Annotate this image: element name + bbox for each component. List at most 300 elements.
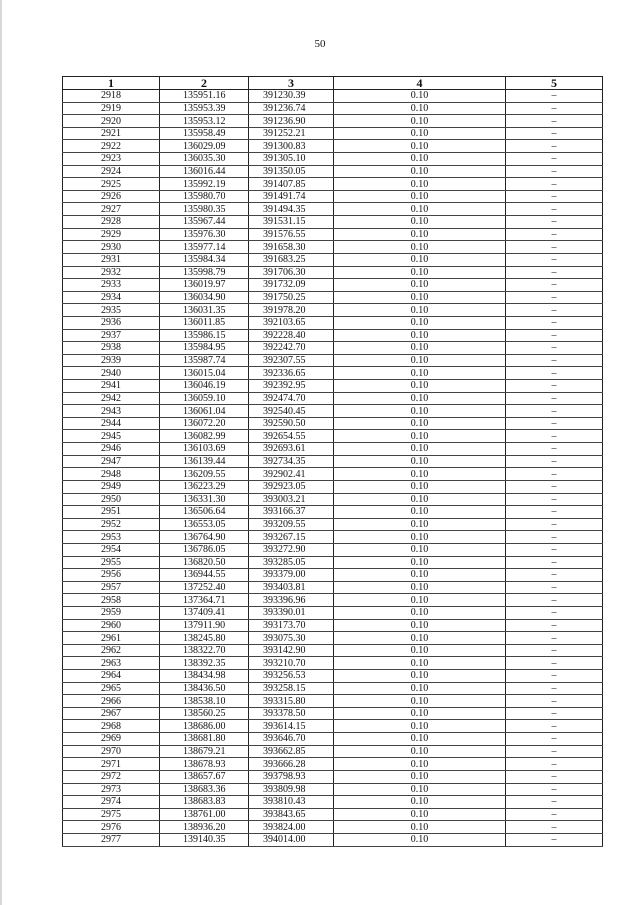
accuracy-value-cell: 0.10	[334, 682, 506, 695]
x-coordinate-cell: 135953.39	[160, 102, 249, 115]
table-row	[63, 682, 603, 695]
y-coordinate-cell: 392693.61	[249, 443, 334, 456]
accuracy-value-cell: 0.10	[334, 480, 506, 493]
table-row	[63, 644, 603, 657]
y-coordinate-cell: 393843.65	[249, 808, 334, 821]
accuracy-value-cell: 0.10	[334, 745, 506, 758]
table-row	[63, 518, 603, 531]
y-coordinate-cell: 393378.50	[249, 707, 334, 720]
note-value-cell: –	[506, 316, 603, 329]
note-value-cell: –	[506, 581, 603, 594]
x-coordinate-cell: 135953.12	[160, 115, 249, 128]
note-value-cell: –	[506, 405, 603, 418]
x-coordinate-cell: 135980.35	[160, 203, 249, 216]
point-number-cell: 2940	[63, 367, 160, 380]
y-coordinate-cell: 392336.65	[249, 367, 334, 380]
point-number-cell: 2920	[63, 115, 160, 128]
x-coordinate-cell: 136035.30	[160, 153, 249, 166]
x-coordinate-cell: 137409.41	[160, 606, 249, 619]
table-row	[63, 480, 603, 493]
accuracy-value-cell: 0.10	[334, 115, 506, 128]
table-row	[63, 720, 603, 733]
point-number-cell: 2937	[63, 329, 160, 342]
accuracy-value-cell: 0.10	[334, 316, 506, 329]
accuracy-value-cell: 0.10	[334, 253, 506, 266]
x-coordinate-cell: 138679.21	[160, 745, 249, 758]
table-row	[63, 178, 603, 191]
accuracy-value-cell: 0.10	[334, 329, 506, 342]
y-coordinate-cell: 391706.30	[249, 266, 334, 279]
accuracy-value-cell: 0.10	[334, 531, 506, 544]
y-coordinate-cell: 391978.20	[249, 304, 334, 317]
x-coordinate-cell: 138686.00	[160, 720, 249, 733]
note-value-cell: –	[506, 367, 603, 380]
point-number-cell: 2943	[63, 405, 160, 418]
point-number-cell: 2925	[63, 178, 160, 191]
accuracy-value-cell: 0.10	[334, 468, 506, 481]
note-value-cell: –	[506, 165, 603, 178]
y-coordinate-cell: 391658.30	[249, 241, 334, 254]
y-coordinate-cell: 393267.15	[249, 531, 334, 544]
accuracy-value-cell: 0.10	[334, 392, 506, 405]
note-value-cell: –	[506, 796, 603, 809]
note-value-cell: –	[506, 745, 603, 758]
note-value-cell: –	[506, 770, 603, 783]
x-coordinate-cell: 135977.14	[160, 241, 249, 254]
y-coordinate-cell: 391531.15	[249, 216, 334, 229]
y-coordinate-cell: 393142.90	[249, 644, 334, 657]
accuracy-value-cell: 0.10	[334, 127, 506, 140]
accuracy-value-cell: 0.10	[334, 241, 506, 254]
note-value-cell: –	[506, 644, 603, 657]
x-coordinate-cell: 135998.79	[160, 266, 249, 279]
point-number-cell: 2957	[63, 581, 160, 594]
point-number-cell: 2928	[63, 216, 160, 229]
table-row	[63, 417, 603, 430]
x-coordinate-cell: 137252.40	[160, 581, 249, 594]
column-header-3: 3	[249, 77, 334, 90]
table-row	[63, 758, 603, 771]
accuracy-value-cell: 0.10	[334, 405, 506, 418]
coordinates-table	[62, 76, 603, 847]
note-value-cell: –	[506, 392, 603, 405]
accuracy-value-cell: 0.10	[334, 279, 506, 292]
table-row	[63, 165, 603, 178]
table-body	[63, 90, 603, 847]
y-coordinate-cell: 391732.09	[249, 279, 334, 292]
point-number-cell: 2936	[63, 316, 160, 329]
x-coordinate-cell: 138392.35	[160, 657, 249, 670]
x-coordinate-cell: 136506.64	[160, 506, 249, 519]
x-coordinate-cell: 135980.70	[160, 190, 249, 203]
accuracy-value-cell: 0.10	[334, 90, 506, 103]
y-coordinate-cell: 393798.93	[249, 770, 334, 783]
table-row	[63, 556, 603, 569]
x-coordinate-cell: 138683.83	[160, 796, 249, 809]
x-coordinate-cell: 136046.19	[160, 380, 249, 393]
y-coordinate-cell: 393166.37	[249, 506, 334, 519]
accuracy-value-cell: 0.10	[334, 380, 506, 393]
note-value-cell: –	[506, 606, 603, 619]
x-coordinate-cell: 137364.71	[160, 594, 249, 607]
accuracy-value-cell: 0.10	[334, 102, 506, 115]
table-row	[63, 279, 603, 292]
point-number-cell: 2965	[63, 682, 160, 695]
x-coordinate-cell: 135987.74	[160, 354, 249, 367]
y-coordinate-cell: 393173.70	[249, 619, 334, 632]
point-number-cell: 2975	[63, 808, 160, 821]
y-coordinate-cell: 393258.15	[249, 682, 334, 695]
note-value-cell: –	[506, 720, 603, 733]
point-number-cell: 2929	[63, 228, 160, 241]
x-coordinate-cell: 136011.85	[160, 316, 249, 329]
table-row	[63, 241, 603, 254]
y-coordinate-cell: 392242.70	[249, 342, 334, 355]
point-number-cell: 2949	[63, 480, 160, 493]
y-coordinate-cell: 393646.70	[249, 733, 334, 746]
column-header-5: 5	[506, 77, 603, 90]
accuracy-value-cell: 0.10	[334, 228, 506, 241]
y-coordinate-cell: 394014.00	[249, 833, 334, 846]
x-coordinate-cell: 138436.50	[160, 682, 249, 695]
point-number-cell: 2922	[63, 140, 160, 153]
note-value-cell: –	[506, 531, 603, 544]
x-coordinate-cell: 136331.30	[160, 493, 249, 506]
x-coordinate-cell: 135986.15	[160, 329, 249, 342]
table-row	[63, 531, 603, 544]
point-number-cell: 2977	[63, 833, 160, 846]
note-value-cell: –	[506, 506, 603, 519]
note-value-cell: –	[506, 90, 603, 103]
y-coordinate-cell: 393285.05	[249, 556, 334, 569]
x-coordinate-cell: 136209.55	[160, 468, 249, 481]
point-number-cell: 2953	[63, 531, 160, 544]
accuracy-value-cell: 0.10	[334, 203, 506, 216]
accuracy-value-cell: 0.10	[334, 569, 506, 582]
note-value-cell: –	[506, 279, 603, 292]
x-coordinate-cell: 138538.10	[160, 695, 249, 708]
accuracy-value-cell: 0.10	[334, 430, 506, 443]
note-value-cell: –	[506, 102, 603, 115]
note-value-cell: –	[506, 695, 603, 708]
y-coordinate-cell: 392923.05	[249, 480, 334, 493]
note-value-cell: –	[506, 241, 603, 254]
y-coordinate-cell: 393403.81	[249, 581, 334, 594]
point-number-cell: 2935	[63, 304, 160, 317]
table-row	[63, 316, 603, 329]
table-row	[63, 670, 603, 683]
x-coordinate-cell: 136553.05	[160, 518, 249, 531]
point-number-cell: 2948	[63, 468, 160, 481]
x-coordinate-cell: 136016.44	[160, 165, 249, 178]
y-coordinate-cell: 393209.55	[249, 518, 334, 531]
note-value-cell: –	[506, 417, 603, 430]
table-header	[63, 77, 603, 90]
point-number-cell: 2926	[63, 190, 160, 203]
note-value-cell: –	[506, 140, 603, 153]
point-number-cell: 2972	[63, 770, 160, 783]
point-number-cell: 2918	[63, 90, 160, 103]
y-coordinate-cell: 393396.96	[249, 594, 334, 607]
point-number-cell: 2970	[63, 745, 160, 758]
x-coordinate-cell: 136061.04	[160, 405, 249, 418]
x-coordinate-cell: 138434.98	[160, 670, 249, 683]
x-coordinate-cell: 138322.70	[160, 644, 249, 657]
note-value-cell: –	[506, 808, 603, 821]
point-number-cell: 2967	[63, 707, 160, 720]
accuracy-value-cell: 0.10	[334, 556, 506, 569]
point-number-cell: 2945	[63, 430, 160, 443]
accuracy-value-cell: 0.10	[334, 153, 506, 166]
table-row	[63, 304, 603, 317]
x-coordinate-cell: 136764.90	[160, 531, 249, 544]
table-row	[63, 455, 603, 468]
point-number-cell: 2923	[63, 153, 160, 166]
accuracy-value-cell: 0.10	[334, 796, 506, 809]
y-coordinate-cell: 391494.35	[249, 203, 334, 216]
point-number-cell: 2924	[63, 165, 160, 178]
page-left-edge	[0, 0, 2, 905]
point-number-cell: 2927	[63, 203, 160, 216]
point-number-cell: 2950	[63, 493, 160, 506]
note-value-cell: –	[506, 216, 603, 229]
note-value-cell: –	[506, 190, 603, 203]
point-number-cell: 2959	[63, 606, 160, 619]
note-value-cell: –	[506, 127, 603, 140]
y-coordinate-cell: 392654.55	[249, 430, 334, 443]
x-coordinate-cell: 135984.34	[160, 253, 249, 266]
y-coordinate-cell: 393075.30	[249, 632, 334, 645]
y-coordinate-cell: 392902.41	[249, 468, 334, 481]
y-coordinate-cell: 393379.00	[249, 569, 334, 582]
y-coordinate-cell: 391252.21	[249, 127, 334, 140]
y-coordinate-cell: 391305.10	[249, 153, 334, 166]
note-value-cell: –	[506, 178, 603, 191]
table-row	[63, 190, 603, 203]
note-value-cell: –	[506, 632, 603, 645]
accuracy-value-cell: 0.10	[334, 808, 506, 821]
y-coordinate-cell: 391407.85	[249, 178, 334, 191]
point-number-cell: 2932	[63, 266, 160, 279]
accuracy-value-cell: 0.10	[334, 216, 506, 229]
accuracy-value-cell: 0.10	[334, 266, 506, 279]
page-number: 50	[314, 38, 326, 50]
table-row	[63, 770, 603, 783]
note-value-cell: –	[506, 733, 603, 746]
point-number-cell: 2931	[63, 253, 160, 266]
table-row	[63, 291, 603, 304]
x-coordinate-cell: 138683.36	[160, 783, 249, 796]
point-number-cell: 2930	[63, 241, 160, 254]
y-coordinate-cell: 393003.21	[249, 493, 334, 506]
y-coordinate-cell: 393810.43	[249, 796, 334, 809]
y-coordinate-cell: 392474.70	[249, 392, 334, 405]
accuracy-value-cell: 0.10	[334, 594, 506, 607]
x-coordinate-cell: 136029.09	[160, 140, 249, 153]
point-number-cell: 2952	[63, 518, 160, 531]
note-value-cell: –	[506, 657, 603, 670]
accuracy-value-cell: 0.10	[334, 670, 506, 683]
table-row	[63, 594, 603, 607]
table-row	[63, 821, 603, 834]
x-coordinate-cell: 138657.67	[160, 770, 249, 783]
accuracy-value-cell: 0.10	[334, 695, 506, 708]
x-coordinate-cell: 135958.49	[160, 127, 249, 140]
point-number-cell: 2939	[63, 354, 160, 367]
x-coordinate-cell: 138560.25	[160, 707, 249, 720]
accuracy-value-cell: 0.10	[334, 506, 506, 519]
table-row	[63, 808, 603, 821]
accuracy-value-cell: 0.10	[334, 644, 506, 657]
note-value-cell: –	[506, 291, 603, 304]
note-value-cell: –	[506, 468, 603, 481]
note-value-cell: –	[506, 304, 603, 317]
x-coordinate-cell: 135976.30	[160, 228, 249, 241]
note-value-cell: –	[506, 518, 603, 531]
point-number-cell: 2963	[63, 657, 160, 670]
y-coordinate-cell: 393662.85	[249, 745, 334, 758]
table-row	[63, 367, 603, 380]
table-row	[63, 783, 603, 796]
note-value-cell: –	[506, 430, 603, 443]
y-coordinate-cell: 393390.01	[249, 606, 334, 619]
accuracy-value-cell: 0.10	[334, 758, 506, 771]
column-header-2: 2	[160, 77, 249, 90]
accuracy-value-cell: 0.10	[334, 733, 506, 746]
note-value-cell: –	[506, 253, 603, 266]
point-number-cell: 2960	[63, 619, 160, 632]
note-value-cell: –	[506, 443, 603, 456]
point-number-cell: 2955	[63, 556, 160, 569]
table-row	[63, 253, 603, 266]
note-value-cell: –	[506, 493, 603, 506]
y-coordinate-cell: 393256.53	[249, 670, 334, 683]
y-coordinate-cell: 393824.00	[249, 821, 334, 834]
y-coordinate-cell: 393809.98	[249, 783, 334, 796]
y-coordinate-cell: 391683.25	[249, 253, 334, 266]
note-value-cell: –	[506, 594, 603, 607]
accuracy-value-cell: 0.10	[334, 342, 506, 355]
accuracy-value-cell: 0.10	[334, 165, 506, 178]
y-coordinate-cell: 391300.83	[249, 140, 334, 153]
point-number-cell: 2956	[63, 569, 160, 582]
note-value-cell: –	[506, 682, 603, 695]
point-number-cell: 2947	[63, 455, 160, 468]
point-number-cell: 2944	[63, 417, 160, 430]
accuracy-value-cell: 0.10	[334, 417, 506, 430]
accuracy-value-cell: 0.10	[334, 657, 506, 670]
point-number-cell: 2962	[63, 644, 160, 657]
note-value-cell: –	[506, 821, 603, 834]
point-number-cell: 2961	[63, 632, 160, 645]
y-coordinate-cell: 392734.35	[249, 455, 334, 468]
y-coordinate-cell: 392540.45	[249, 405, 334, 418]
point-number-cell: 2951	[63, 506, 160, 519]
accuracy-value-cell: 0.10	[334, 367, 506, 380]
header-row	[63, 77, 603, 90]
table-row	[63, 606, 603, 619]
table-row	[63, 443, 603, 456]
x-coordinate-cell: 136944.55	[160, 569, 249, 582]
column-header-1: 1	[63, 77, 160, 90]
accuracy-value-cell: 0.10	[334, 821, 506, 834]
table-row	[63, 392, 603, 405]
point-number-cell: 2968	[63, 720, 160, 733]
x-coordinate-cell: 135992.19	[160, 178, 249, 191]
accuracy-value-cell: 0.10	[334, 354, 506, 367]
table-row	[63, 707, 603, 720]
table-row	[63, 695, 603, 708]
note-value-cell: –	[506, 380, 603, 393]
point-number-cell: 2919	[63, 102, 160, 115]
accuracy-value-cell: 0.10	[334, 581, 506, 594]
y-coordinate-cell: 391576.55	[249, 228, 334, 241]
table-row	[63, 203, 603, 216]
table-row	[63, 153, 603, 166]
table-row	[63, 102, 603, 115]
point-number-cell: 2941	[63, 380, 160, 393]
table-row	[63, 833, 603, 846]
y-coordinate-cell: 391236.74	[249, 102, 334, 115]
x-coordinate-cell: 138681.80	[160, 733, 249, 746]
table-row	[63, 228, 603, 241]
table-row	[63, 543, 603, 556]
y-coordinate-cell: 393272.90	[249, 543, 334, 556]
accuracy-value-cell: 0.10	[334, 770, 506, 783]
accuracy-value-cell: 0.10	[334, 443, 506, 456]
table-row	[63, 90, 603, 103]
point-number-cell: 2973	[63, 783, 160, 796]
note-value-cell: –	[506, 543, 603, 556]
table-row	[63, 733, 603, 746]
point-number-cell: 2966	[63, 695, 160, 708]
point-number-cell: 2954	[63, 543, 160, 556]
y-coordinate-cell: 393666.28	[249, 758, 334, 771]
y-coordinate-cell: 393210.70	[249, 657, 334, 670]
table-row	[63, 657, 603, 670]
table-row	[63, 405, 603, 418]
y-coordinate-cell: 391236.90	[249, 115, 334, 128]
y-coordinate-cell: 391350.05	[249, 165, 334, 178]
accuracy-value-cell: 0.10	[334, 543, 506, 556]
table-row	[63, 569, 603, 582]
column-header-4: 4	[334, 77, 506, 90]
x-coordinate-cell: 138245.80	[160, 632, 249, 645]
x-coordinate-cell: 136059.10	[160, 392, 249, 405]
accuracy-value-cell: 0.10	[334, 140, 506, 153]
note-value-cell: –	[506, 203, 603, 216]
accuracy-value-cell: 0.10	[334, 493, 506, 506]
x-coordinate-cell: 136031.35	[160, 304, 249, 317]
y-coordinate-cell: 391230.39	[249, 90, 334, 103]
x-coordinate-cell: 136082.99	[160, 430, 249, 443]
accuracy-value-cell: 0.10	[334, 606, 506, 619]
point-number-cell: 2938	[63, 342, 160, 355]
x-coordinate-cell: 137911.90	[160, 619, 249, 632]
table-row	[63, 468, 603, 481]
accuracy-value-cell: 0.10	[334, 619, 506, 632]
note-value-cell: –	[506, 758, 603, 771]
accuracy-value-cell: 0.10	[334, 190, 506, 203]
note-value-cell: –	[506, 569, 603, 582]
table-row	[63, 115, 603, 128]
x-coordinate-cell: 135951.16	[160, 90, 249, 103]
accuracy-value-cell: 0.10	[334, 304, 506, 317]
accuracy-value-cell: 0.10	[334, 707, 506, 720]
table-row	[63, 342, 603, 355]
table-row	[63, 619, 603, 632]
table-row	[63, 430, 603, 443]
